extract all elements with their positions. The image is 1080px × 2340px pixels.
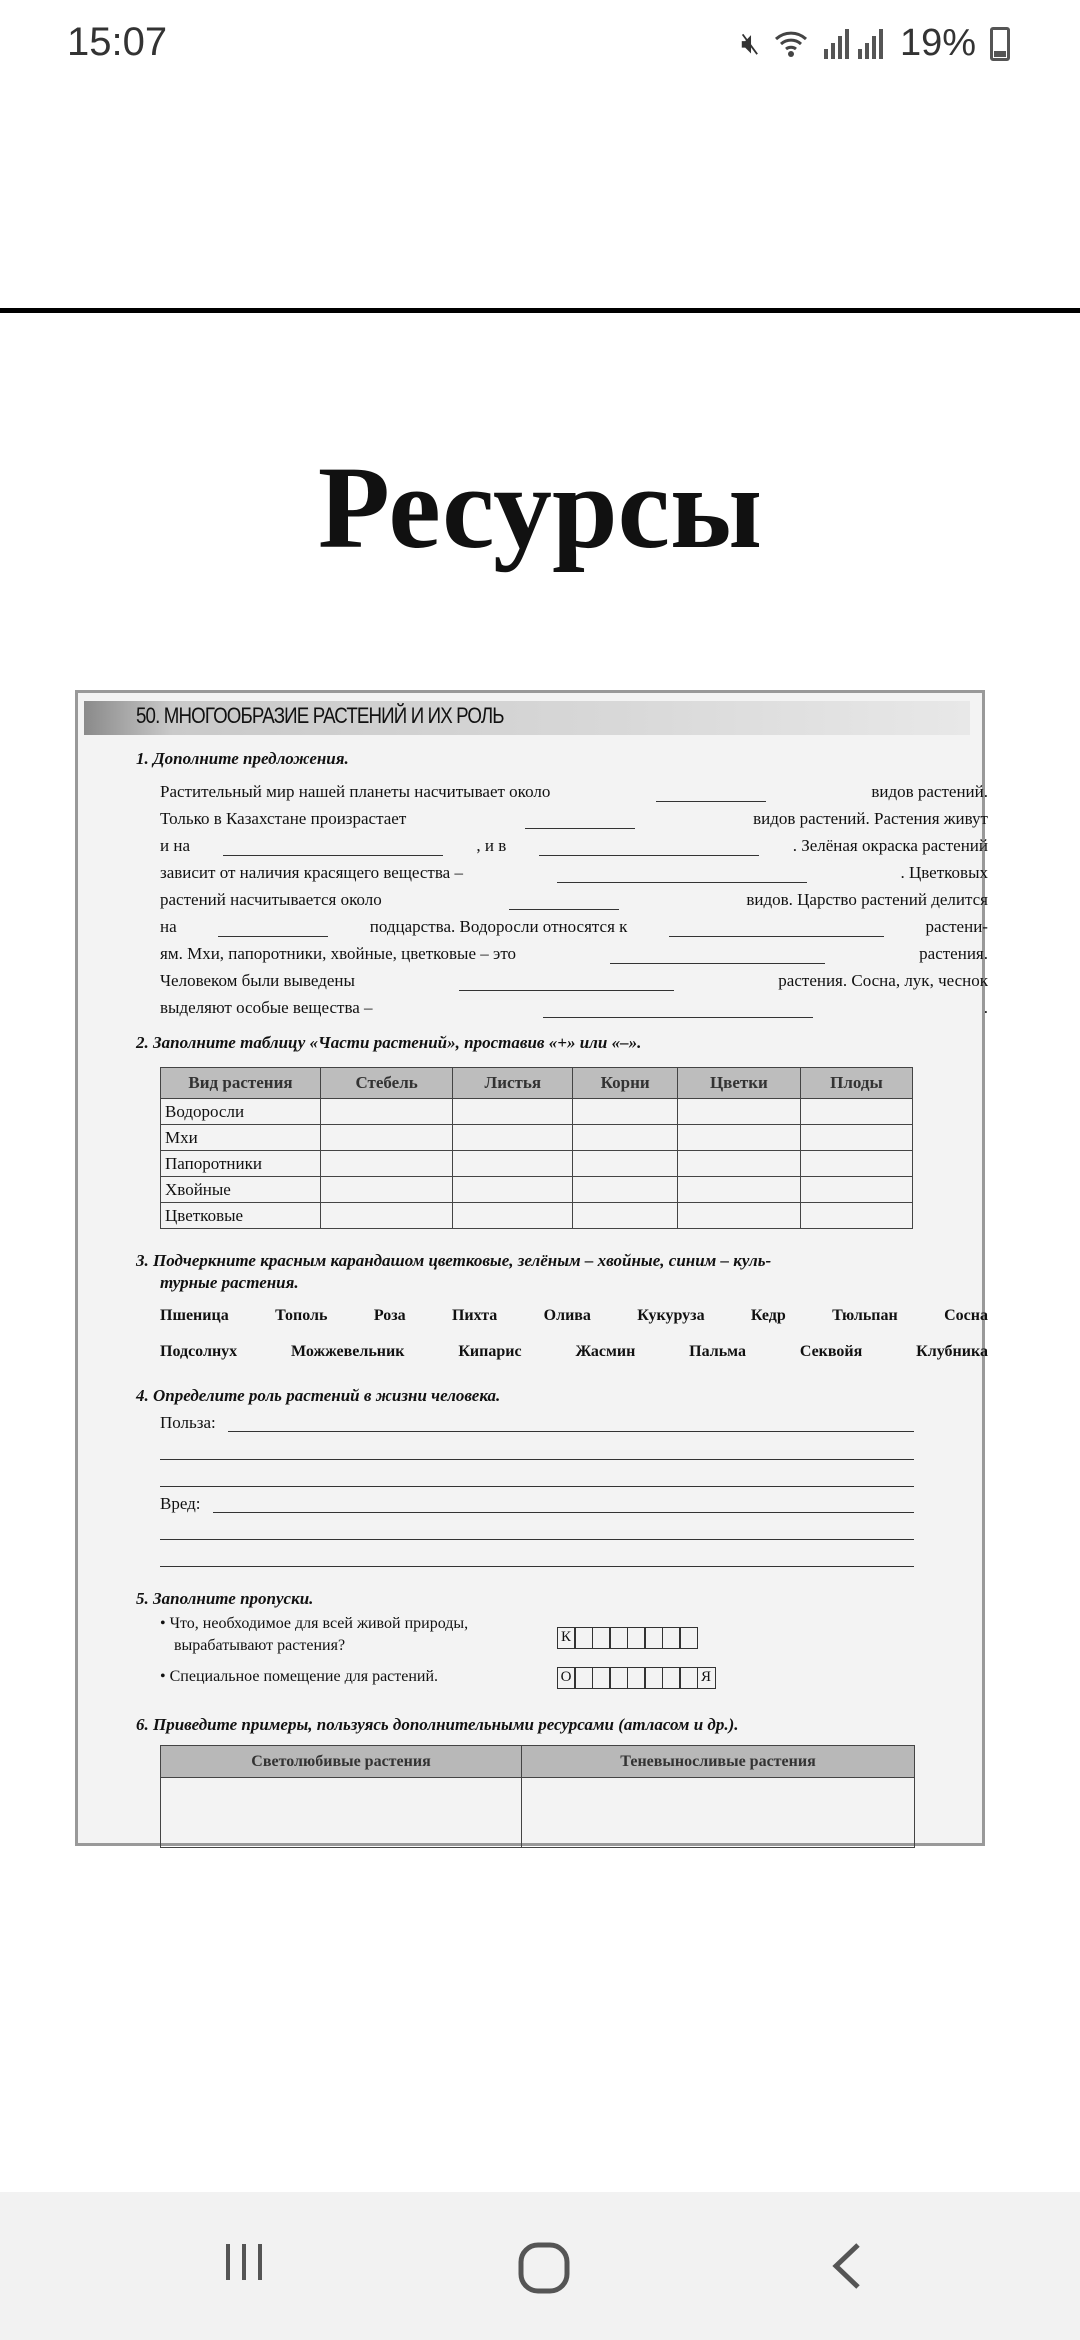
- paragraph-text: растения. Сосна, лук, чеснок: [778, 971, 988, 990]
- table-cell[interactable]: [677, 1203, 800, 1229]
- table-header: Теневыносливые растения: [522, 1746, 915, 1778]
- paragraph-text: подцарства. Водоросли относятся к: [369, 917, 628, 936]
- table-header: Листья: [453, 1068, 573, 1099]
- paragraph-line: [160, 937, 988, 964]
- answer-line[interactable]: [160, 1539, 914, 1540]
- plant-type: Папоротники: [161, 1151, 321, 1177]
- answer-line[interactable]: [160, 1566, 914, 1567]
- paragraph-text: ям. Мхи, папоротники, хвойные, цветковые – это: [160, 944, 517, 963]
- plant-type: Мхи: [161, 1125, 321, 1151]
- plant-word: Пихта: [451, 1307, 498, 1324]
- table-cell[interactable]: [573, 1099, 677, 1125]
- answer-line[interactable]: [160, 1486, 914, 1487]
- table-cell[interactable]: [800, 1203, 912, 1229]
- paragraph-text: и на: [160, 836, 190, 855]
- question-2: 2. Заполните таблицу «Части растений», проставив «+» или «–».: [136, 1033, 642, 1052]
- plant-word: Тополь: [275, 1307, 328, 1324]
- home-button[interactable]: [518, 2242, 570, 2294]
- paragraph-line: [160, 802, 988, 829]
- plant-type: Хвойные: [161, 1177, 321, 1203]
- table-header: Плоды: [800, 1068, 912, 1099]
- fill-in-blank[interactable]: [656, 788, 766, 802]
- fill-in-blank[interactable]: [509, 896, 619, 910]
- table-cell[interactable]: [573, 1177, 677, 1203]
- table-cell[interactable]: [573, 1151, 677, 1177]
- plant-word: Секвойя: [799, 1343, 863, 1360]
- bullet-1: • Что, необходимое для всей живой природы,: [160, 1615, 469, 1632]
- fill-in-blank[interactable]: [223, 842, 443, 856]
- bullet-1-cont: вырабатывают растения?: [174, 1637, 346, 1654]
- wifi-icon: [774, 29, 808, 59]
- plant-word: Кедр: [750, 1307, 786, 1324]
- paragraph-text: Растительный мир нашей планеты насчитывает около: [160, 782, 551, 801]
- question-5: 5. Заполните пропуски.: [136, 1589, 314, 1608]
- question-3: 3. Подчеркните красным карандашом цветковые, зелёным – хвойные, синим – куль-: [136, 1251, 772, 1270]
- plant-word: Жасмин: [575, 1343, 636, 1360]
- plant-word: Олива: [543, 1307, 591, 1324]
- paragraph-text: Человеком были выведены: [160, 971, 355, 990]
- table-row: [161, 1203, 913, 1229]
- signal-icon: [822, 29, 886, 59]
- word-boxes-1[interactable]: К: [558, 1627, 698, 1649]
- battery-icon: [990, 27, 1010, 61]
- paragraph-text: растени-: [925, 917, 988, 936]
- fill-in-blank[interactable]: [525, 815, 635, 829]
- table-cell[interactable]: [677, 1099, 800, 1125]
- paragraph-line: [160, 964, 988, 991]
- table-cell[interactable]: [453, 1151, 573, 1177]
- paragraph-text: видов. Царство растений делится: [746, 890, 988, 909]
- mute-icon: 🔇︎: [741, 26, 760, 60]
- plant-word: Клубника: [916, 1343, 988, 1360]
- table-header: Корни: [573, 1068, 677, 1099]
- plant-type: Водоросли: [161, 1099, 321, 1125]
- fill-in-blank[interactable]: [459, 977, 674, 991]
- clock: 15:07: [67, 20, 168, 64]
- answer-line[interactable]: [213, 1512, 914, 1513]
- paragraph-text: видов растений.: [871, 782, 988, 801]
- table-cell[interactable]: [677, 1151, 800, 1177]
- table-cell[interactable]: [800, 1177, 912, 1203]
- paragraph-text: .: [983, 998, 988, 1017]
- table-cell[interactable]: [321, 1099, 453, 1125]
- table-cell[interactable]: [800, 1099, 912, 1125]
- table-cell[interactable]: [453, 1203, 573, 1229]
- paragraph-text: видов растений. Растения живут: [753, 809, 988, 828]
- divider: [0, 308, 1080, 313]
- benefit-label: Польза:: [160, 1413, 216, 1432]
- table-cell[interactable]: [321, 1151, 453, 1177]
- table-cell[interactable]: [321, 1177, 453, 1203]
- harm-label: Вред:: [160, 1494, 201, 1513]
- plant-word: Сосна: [944, 1307, 988, 1324]
- table-cell[interactable]: [800, 1151, 912, 1177]
- table-row: [161, 1177, 913, 1203]
- question-1: 1. Дополните предложения.: [136, 749, 349, 768]
- table-header: Стебель: [321, 1068, 453, 1099]
- table-header: Светолюбивые растения: [161, 1746, 522, 1778]
- answer-line[interactable]: [228, 1431, 914, 1432]
- plant-parts-table: [160, 1067, 913, 1229]
- paragraph-line: [160, 856, 988, 883]
- paragraph-text: выделяют особые вещества –: [160, 998, 373, 1017]
- paragraph-text: . Цветковых: [900, 863, 988, 882]
- table-cell[interactable]: [677, 1125, 800, 1151]
- bullet-2: • Специальное помещение для растений.: [160, 1668, 439, 1685]
- paragraph-line: [160, 991, 988, 1018]
- table-cell[interactable]: [677, 1177, 800, 1203]
- table-cell[interactable]: [800, 1125, 912, 1151]
- plant-word: Тюльпан: [832, 1307, 898, 1324]
- table-cell[interactable]: [573, 1203, 677, 1229]
- status-bar: [0, 0, 1080, 90]
- plant-word: Пальма: [689, 1343, 746, 1360]
- paragraph-text: , и в: [476, 836, 507, 855]
- plant-word: Подсолнух: [160, 1343, 238, 1360]
- page-title: Ресурсы: [317, 442, 763, 573]
- table-cell[interactable]: [321, 1125, 453, 1151]
- table-cell[interactable]: [453, 1125, 573, 1151]
- paragraph-text: на: [160, 917, 177, 936]
- question-3-cont: турные растения.: [160, 1273, 299, 1292]
- table-cell[interactable]: [321, 1203, 453, 1229]
- table-row: [161, 1099, 913, 1125]
- paragraph-line: [160, 883, 988, 910]
- paragraph-line: [160, 910, 988, 937]
- table-header: Цветки: [677, 1068, 800, 1099]
- plant-type: Цветковые: [161, 1203, 321, 1229]
- word-boxes-2[interactable]: О Я: [558, 1667, 716, 1689]
- table-cell[interactable]: [453, 1177, 573, 1203]
- fill-in-blank[interactable]: [543, 1004, 813, 1018]
- question-4: 4. Определите роль растений в жизни человека.: [136, 1386, 501, 1405]
- recent-apps-button[interactable]: [222, 2242, 266, 2282]
- plant-word: Можжевельник: [291, 1343, 405, 1360]
- plant-words-row-2: [160, 1343, 988, 1361]
- plant-words-row-1: [160, 1307, 988, 1325]
- fill-in-blank[interactable]: [539, 842, 759, 856]
- plant-word: Кукуруза: [637, 1307, 705, 1324]
- fill-in-blank[interactable]: [557, 869, 807, 883]
- question-6: 6. Приведите примеры, пользуясь дополнительными ресурсами (атласом и др.).: [136, 1715, 739, 1734]
- paragraph-text: зависит от наличия красящего вещества –: [160, 863, 463, 882]
- paragraph-line: [160, 829, 988, 856]
- paragraph-line: [160, 775, 988, 802]
- worksheet-header: 50. МНОГООБРАЗИЕ РАСТЕНИЙ И ИХ РОЛЬ: [136, 703, 504, 728]
- table-cell[interactable]: [161, 1778, 522, 1848]
- fill-in-blank[interactable]: [610, 950, 825, 964]
- paragraph-text: Только в Казахстане произрастает: [160, 809, 407, 828]
- paragraph-text: . Зелёная окраска растений: [792, 836, 988, 855]
- plant-word: Пшеница: [160, 1307, 229, 1324]
- battery-percent: 19%: [899, 22, 976, 64]
- table-row: [161, 1125, 913, 1151]
- table-row: [161, 1151, 913, 1177]
- fill-in-blank[interactable]: [218, 923, 328, 937]
- paragraph-text: растений насчитывается около: [160, 890, 382, 909]
- plant-word: Кипарис: [458, 1343, 522, 1360]
- table-header: Вид растения: [161, 1068, 321, 1099]
- answer-line[interactable]: [160, 1459, 914, 1460]
- paragraph-text: растения.: [919, 944, 988, 963]
- navigation-bar: [0, 2192, 1080, 2340]
- back-button[interactable]: [830, 2242, 864, 2290]
- plant-word: Роза: [373, 1307, 406, 1324]
- light-shade-table: [160, 1745, 915, 1848]
- table-cell[interactable]: [453, 1099, 573, 1125]
- table-cell[interactable]: [522, 1778, 915, 1848]
- table-cell[interactable]: [573, 1125, 677, 1151]
- fill-in-blank[interactable]: [669, 923, 884, 937]
- worksheet-image: [75, 690, 988, 1846]
